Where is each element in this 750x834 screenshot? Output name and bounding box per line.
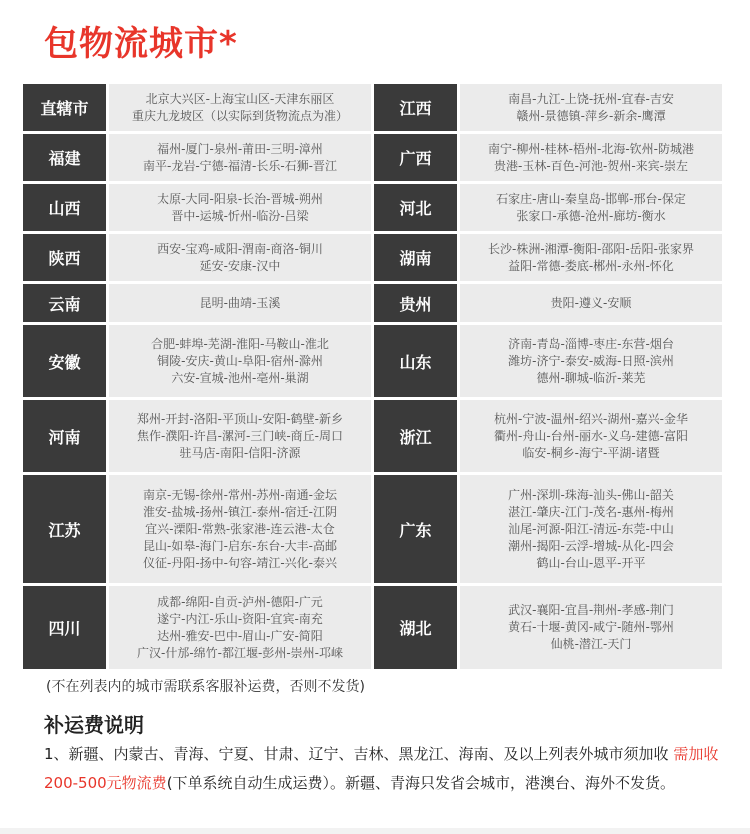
city-list: 成都-绵阳-自贡-泸州-德阳-广元 遂宁-内江-乐山-资阳-宜宾-南充 达州-雅安-巴中-眉山-广安-简阳 广汉-什邡-绵竹-都江堰-彭州-崇州-邛崃 [109, 586, 371, 669]
province-label: 湖北 [374, 586, 457, 669]
shipping-surcharge-description [44, 740, 724, 798]
city-list: 合肥-蚌埠-芜湖-淮阳-马鞍山-淮北 铜陵-安庆-黄山-阜阳-宿州-滁州 六安-宣城-池州-亳州-巢湖 [109, 325, 371, 397]
province-label: 广西 [374, 134, 457, 181]
province-label: 江西 [374, 84, 457, 131]
province-label: 直辖市 [23, 84, 106, 131]
province-label: 山西 [23, 184, 106, 231]
city-list: 南宁-柳州-桂林-梧州-北海-钦州-防城港 贵港-玉林-百色-河池-贺州-来宾-崇左 [460, 134, 722, 181]
city-list: 西安-宝鸡-咸阳-渭南-商洛-铜川 延安-安康-汉中 [109, 234, 371, 281]
province-label: 陕西 [23, 234, 106, 281]
province-label: 四川 [23, 586, 106, 669]
city-list: 济南-青岛-淄博-枣庄-东营-烟台 潍坊-济宁-泰安-威海-日照-滨州 德州-聊城-临沂-莱芜 [460, 325, 722, 397]
city-list: 贵阳-遵义-安顺 [460, 284, 722, 322]
city-list: 杭州-宁波-温州-绍兴-湖州-嘉兴-金华 衢州-舟山-台州-丽水-义乌-建德-富阳 临安-桐乡-海宁-平湖-诸暨 [460, 400, 722, 472]
province-label: 山东 [374, 325, 457, 397]
province-label: 河南 [23, 400, 106, 472]
province-label: 浙江 [374, 400, 457, 472]
surcharge-amount-highlight: 需加收200-500元物流费 [44, 745, 719, 792]
province-label: 广东 [374, 475, 457, 583]
city-list: 南京-无锡-徐州-常州-苏州-南通-金坛 淮安-盐城-扬州-镇江-泰州-宿迁-江阴 宜兴-溧阳-常熟-张家港-连云港-太仓 昆山-如皋-海门-启东-东台-大丰-高邮 仪征-丹阳-扬中-句容-靖江-兴化-泰兴 [109, 475, 371, 583]
shipping-surcharge-heading: 补运费说明 [44, 713, 144, 737]
city-list: 石家庄-唐山-秦皇岛-邯郸-邢台-保定 张家口-承德-沧州-廊坊-衡水 [460, 184, 722, 231]
province-label: 江苏 [23, 475, 106, 583]
province-label: 湖南 [374, 234, 457, 281]
logistics-city-table [23, 84, 720, 669]
surcharge-text-tail: (下单系统自动生成运费）。新疆、青海只发省会城市，港澳台、海外不发货。 [166, 774, 676, 792]
city-list: 南昌-九江-上饶-抚州-宜春-吉安 赣州-景德镇-萍乡-新余-鹰潭 [460, 84, 722, 131]
unlisted-city-note: (不在列表内的城市需联系客服补运费，否则不发货) [46, 679, 365, 695]
province-label: 安徽 [23, 325, 106, 397]
bottom-divider [0, 828, 750, 834]
province-label: 福建 [23, 134, 106, 181]
city-list: 太原-大同-阳泉-长治-晋城-朔州 晋中-运城-忻州-临汾-吕梁 [109, 184, 371, 231]
city-list: 北京大兴区-上海宝山区-天津东丽区 重庆九龙坡区（以实际到货物流点为准） [109, 84, 371, 131]
city-list: 昆明-曲靖-玉溪 [109, 284, 371, 322]
city-list: 郑州-开封-洛阳-平顶山-安阳-鹤壁-新乡 焦作-濮阳-许昌-漯河-三门峡-商丘-周口 驻马店-南阳-信阳-济源 [109, 400, 371, 472]
city-list: 武汉-襄阳-宜昌-荆州-孝感-荆门 黄石-十堰-黄冈-咸宁-随州-鄂州 仙桃-潜江-天门 [460, 586, 722, 669]
page-title: 包物流城市* [44, 24, 238, 64]
surcharge-text-lead: 1、新疆、内蒙古、青海、宁夏、甘肃、辽宁、吉林、黑龙江、海南、及以上列表外城市须加收 [44, 745, 674, 763]
province-label: 河北 [374, 184, 457, 231]
province-label: 云南 [23, 284, 106, 322]
city-list: 长沙-株洲-湘潭-衡阳-邵阳-岳阳-张家界 益阳-常德-娄底-郴州-永州-怀化 [460, 234, 722, 281]
province-label: 贵州 [374, 284, 457, 322]
city-list: 广州-深圳-珠海-汕头-佛山-韶关 湛江-肇庆-江门-茂名-惠州-梅州 汕尾-河源-阳江-清远-东莞-中山 潮州-揭阳-云浮-增城-从化-四会 鹤山-台山-恩平-开平 [460, 475, 722, 583]
city-list: 福州-厦门-泉州-莆田-三明-漳州 南平-龙岩-宁德-福清-长乐-石狮-晋江 [109, 134, 371, 181]
